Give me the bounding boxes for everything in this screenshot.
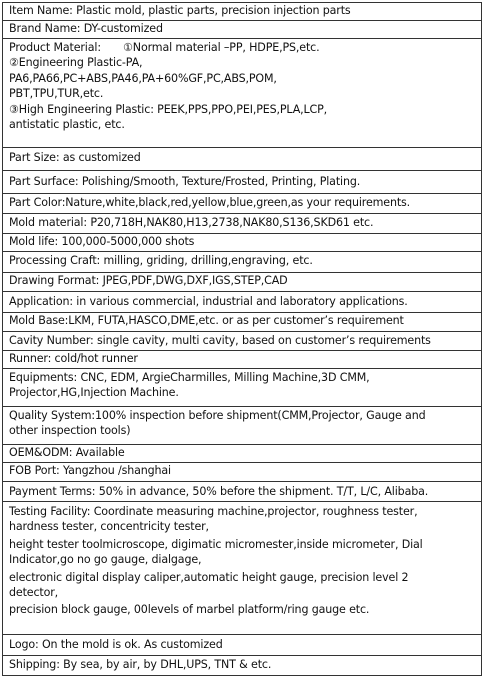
equipments-line-1: Equipments: CNC, EDM, ArgieCharmilles, Milling Machine,3D CMM, <box>9 371 370 384</box>
application-text: Application: in various commercial, industrial and laboratory applications. <box>9 295 408 308</box>
row-brand-name <box>2 21 482 39</box>
row-mold-life <box>2 234 482 252</box>
drawing-format-text: Drawing Format: JPEG,PDF,DWG,DXF,IGS,STEP,CAD <box>9 274 288 287</box>
row-payment-terms <box>2 482 482 502</box>
shipping-text: Shipping: By sea, by air, by DHL,UPS, TNT & etc. <box>9 658 272 671</box>
row-quality-system <box>2 407 482 445</box>
equipments-line-2: Projector,HG,Injection Machine. <box>9 386 179 400</box>
testing-facility-line-2: hardness tester, concentricity tester, <box>9 520 209 534</box>
part-color-text: Part Color:Nature,white,black,red,yellow,blue,green,as your requirements. <box>9 196 411 209</box>
row-fob-port <box>2 463 482 482</box>
testing-facility-line-5: electronic digital display caliper,automatic height gauge, precision level 2 <box>9 570 409 584</box>
logo-text: Logo: On the mold is ok. As customized <box>9 638 223 651</box>
mold-material-text: Mold material: P20,718H,NAK80,H13,2738,NAK80,S136,SKD61 etc. <box>9 216 374 229</box>
product-material-high-engineering: ③High Engineering Plastic: PEEK,PPS,PPO,PEI,PES,PLA,LCP, <box>9 102 328 116</box>
row-product-material <box>2 39 482 148</box>
row-equipments <box>2 369 482 407</box>
testing-facility-line-4: Indicator,go no go gauge, dialgage, <box>9 553 202 567</box>
row-logo <box>2 635 482 656</box>
quality-system-line-1: Quality System:100% inspection before shipment(CMM,Projector, Gauge and <box>9 409 426 422</box>
cavity-number-text: Cavity Number: single cavity, multi cavity, based on customer’s requirements <box>9 334 431 347</box>
fob-port-text: FOB Port: Yangzhou /shanghai <box>9 464 171 477</box>
runner-text: Runner: cold/hot runner <box>9 352 138 365</box>
product-material-high-engineering-cont: antistatic plastic, etc. <box>9 118 125 132</box>
row-part-size <box>2 148 482 171</box>
product-spec-table <box>2 2 482 676</box>
row-mold-base <box>2 313 482 332</box>
item-name-text: Item Name: Plastic mold, plastic parts, precision injection parts <box>9 4 351 17</box>
row-part-color <box>2 194 482 214</box>
row-mold-material <box>2 214 482 234</box>
product-material-engineering-list: PA6,PA66,PC+ABS,PA46,PA+60%GF,PC,ABS,POM, <box>9 71 277 85</box>
row-runner <box>2 351 482 369</box>
row-oem-odm <box>2 445 482 463</box>
product-material-engineering: ②Engineering Plastic-PA, <box>9 56 143 70</box>
testing-facility-line-1: Testing Facility: Coordinate measuring machine,projector, roughness tester, <box>9 505 418 518</box>
row-processing-craft <box>2 252 482 273</box>
product-material-normal: ①Normal material –PP, HDPE,PS,etc. <box>123 41 320 54</box>
product-material-label: Product Material: <box>9 41 101 54</box>
payment-terms-text: Payment Terms: 50% in advance, 50% before the shipment. T/T, L/C, Alibaba. <box>9 485 429 498</box>
testing-facility-line-3: height tester toolmicroscope, digimatic micromester,inside micrometer, Dial <box>9 537 423 551</box>
brand-name-text: Brand Name: DY-customized <box>9 22 163 35</box>
mold-base-text: Mold Base:LKM, FUTA,HASCO,DME,etc. or as per customer’s requirement <box>9 314 404 327</box>
row-testing-facility <box>2 502 482 635</box>
row-drawing-format <box>2 273 482 292</box>
mold-life-text: Mold life: 100,000-5000,000 shots <box>9 235 195 248</box>
testing-facility-line-6: detector, <box>9 586 59 600</box>
part-surface-text: Part Surface: Polishing/Smooth, Texture/Frosted, Printing, Plating. <box>9 175 361 188</box>
row-part-surface <box>2 171 482 194</box>
row-shipping <box>2 656 482 676</box>
oem-odm-text: OEM&ODM: Available <box>9 446 125 459</box>
row-item-name <box>2 2 482 21</box>
quality-system-line-2: other inspection tools) <box>9 424 131 438</box>
row-cavity-number <box>2 332 482 351</box>
row-application <box>2 292 482 313</box>
processing-craft-text: Processing Craft: milling, griding, drilling,engraving, etc. <box>9 254 313 267</box>
product-material-engineering-list-cont: PBT,TPU,TUR,etc. <box>9 87 104 101</box>
testing-facility-line-7: precision block gauge, 00levels of marbel platform/ring gauge etc. <box>9 603 370 617</box>
part-size-text: Part Size: as customized <box>9 151 141 164</box>
